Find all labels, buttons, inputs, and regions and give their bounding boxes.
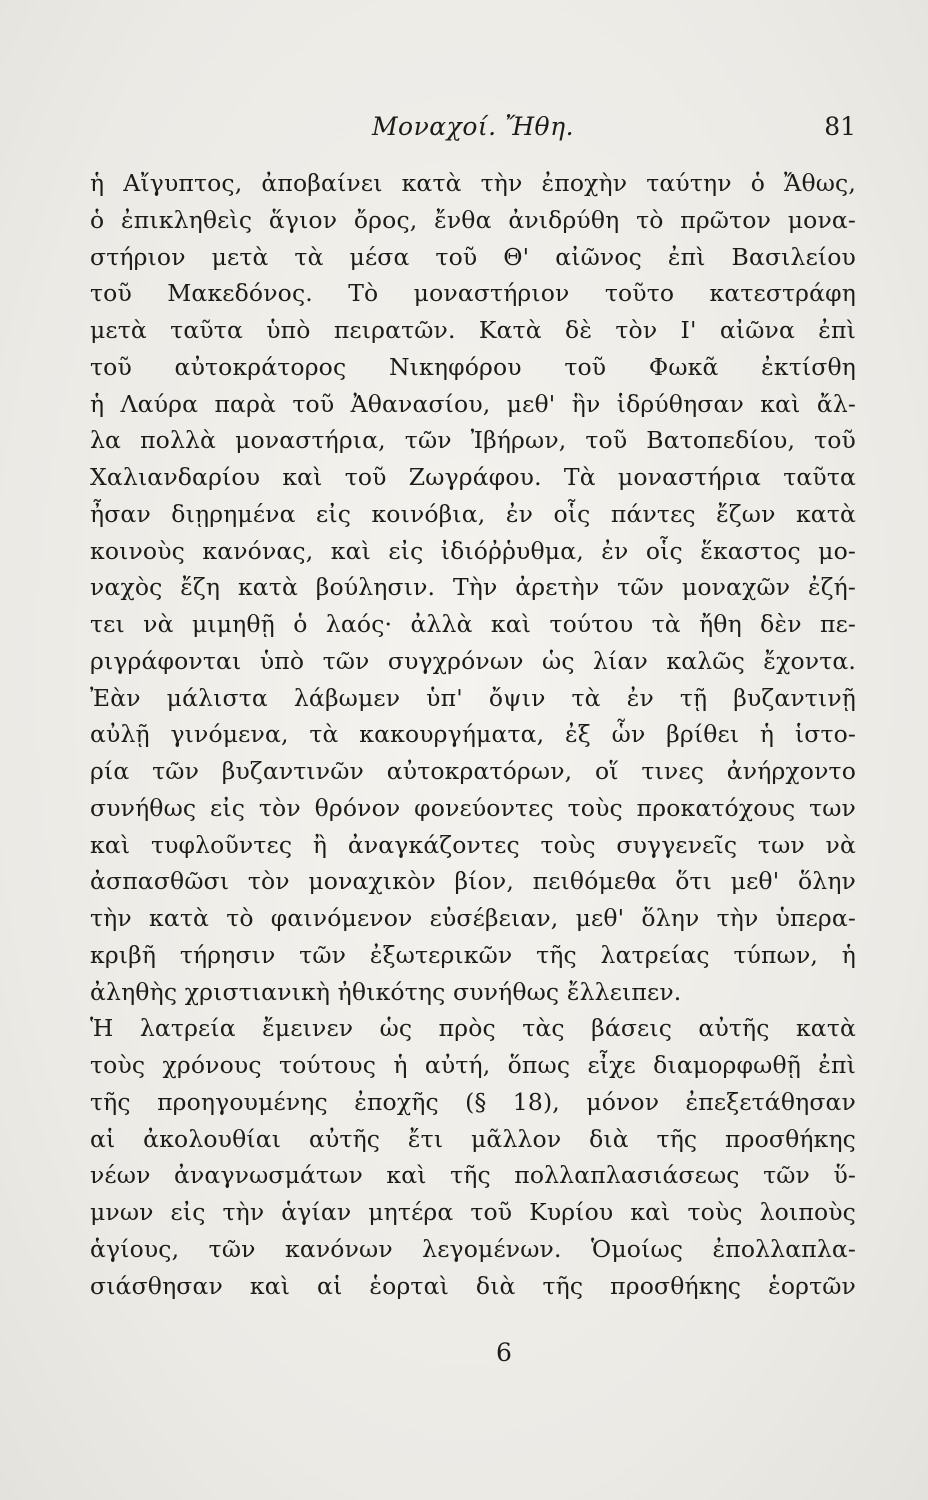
text-line: Ἡ λατρεία ἔμεινεν ὡς πρὸς τὰς βάσεις αὐτῆς κατὰ	[90, 1014, 856, 1043]
text-line: ἡ Αἴγυπτος, ἀποβαίνει κατὰ τὴν ἐποχὴν ταύτην ὁ Ἄθως,	[90, 169, 856, 197]
text-line: μετὰ ταῦτα ὑπὸ πειρατῶν. Κατὰ δὲ τὸν Ι' αἰῶνα ἐπὶ	[90, 316, 856, 344]
body-text	[90, 165, 856, 1304]
text-line: ναχὸς ἔζη κατὰ βούλησιν. Τὴν ἀρετὴν τῶν μοναχῶν ἐζή-	[90, 573, 856, 602]
text-line: λα πολλὰ μοναστήρια, τῶν Ἰβήρων, τοῦ Βατοπεδίου, τοῦ	[90, 426, 856, 455]
text-line: ἦσαν διῃρημένα εἰς κοινόβια, ἐν οἷς πάντες ἔζων κατὰ	[90, 499, 856, 528]
text-line: ἁγίους, τῶν κανόνων λεγομένων. Ὁμοίως ἐπολλαπλα-	[90, 1234, 856, 1263]
printer-signature-mark	[0, 1338, 928, 1367]
text-line: ἀσπασθῶσι τὸν μοναχικὸν βίον, πειθόμεθα ὅτι μεθ' ὅλην	[90, 867, 856, 896]
text-line: ἡ Λαύρα παρὰ τοῦ Ἀθανασίου, μεθ' ἣν ἱδρύθησαν καὶ ἄλ-	[90, 389, 856, 418]
text-line: ὁ ἐπικληθεὶς ἅγιον ὄρος, ἔνθα ἀνιδρύθη τὸ πρῶτον μονα-	[90, 205, 856, 234]
text-line: τῆς προηγουμένης ἐποχῆς (§ 18), μόνον ἐπεξετάθησαν	[90, 1087, 856, 1116]
text-line: κοινοὺς κανόνας, καὶ εἰς ἰδιόῤῥυθμα, ἐν οἷς ἕκαστος μο-	[90, 536, 856, 565]
text-line: νέων ἀναγνωσμάτων καὶ τῆς πολλαπλασιάσεως τῶν ὕ-	[90, 1161, 856, 1190]
text-line: συνήθως εἰς τὸν θρόνον φονεύοντες τοὺς προκατόχους των	[90, 793, 856, 822]
text-line: Ἐὰν μάλιστα λάβωμεν ὑπ' ὄψιν τὰ ἐν τῇ βυζαντινῇ	[90, 683, 856, 712]
text-line: ριγράφονται ὑπὸ τῶν συγχρόνων ὡς λίαν καλῶς ἔχοντα.	[90, 646, 856, 675]
text-line: σιάσθησαν καὶ αἱ ἑορταὶ διὰ τῆς προσθήκης ἑορτῶν	[90, 1271, 856, 1300]
text-line: τοὺς χρόνους τούτους ἡ αὐτή, ὅπως εἶχε διαμορφωθῇ ἐπὶ	[90, 1051, 856, 1079]
text-line: αὐλῇ γινόμενα, τὰ κακουργήματα, ἐξ ὧν βρίθει ἡ ἱστο-	[90, 720, 856, 749]
text-line: Χαλιανδαρίου καὶ τοῦ Ζωγράφου. Τὰ μοναστήρια ταῦτα	[90, 463, 856, 491]
text-line: ρία τῶν βυζαντινῶν αὐτοκρατόρων, οἵ τινες ἀνήρχοντο	[90, 757, 856, 785]
text-line: μνων εἰς τὴν ἁγίαν μητέρα τοῦ Κυρίου καὶ τοὺς λοιποὺς	[90, 1198, 856, 1226]
text-line: καὶ τυφλοῦντες ἢ ἀναγκάζοντες τοὺς συγγενεῖς των νὰ	[90, 830, 856, 859]
text-line: στήριον μετὰ τὰ μέσα τοῦ Θ' αἰῶνος ἐπὶ Βασιλείου	[90, 242, 856, 271]
running-head: Μοναχοί. Ἤθη.	[371, 112, 575, 141]
text-line: τει νὰ μιμηθῇ ὁ λαός· ἀλλὰ καὶ τούτου τὰ ἤθη δὲν πε-	[90, 610, 856, 638]
text-line: κριβῆ τήρησιν τῶν ἐξωτερικῶν τῆς λατρείας τύπων, ἡ	[90, 940, 856, 969]
page-header	[90, 112, 856, 152]
text-line: τοῦ Μακεδόνος. Τὸ μοναστήριον τοῦτο κατεστράφη	[90, 279, 856, 308]
signature-number: 6	[496, 1338, 512, 1367]
text-line: τοῦ αὐτοκράτορος Νικηφόρου τοῦ Φωκᾶ ἐκτίσθη	[90, 352, 856, 381]
text-line: ἀληθὴς χριστιανικὴ ἠθικότης συνήθως ἔλλειπεν.	[90, 977, 682, 1006]
text-line: τὴν κατὰ τὸ φαινόμενον εὐσέβειαν, μεθ' ὅλην τὴν ὑπερα-	[90, 904, 856, 932]
text-line: αἱ ἀκολουθίαι αὐτῆς ἔτι μᾶλλον διὰ τῆς προσθήκης	[90, 1124, 856, 1153]
page-number: 81	[824, 112, 856, 141]
